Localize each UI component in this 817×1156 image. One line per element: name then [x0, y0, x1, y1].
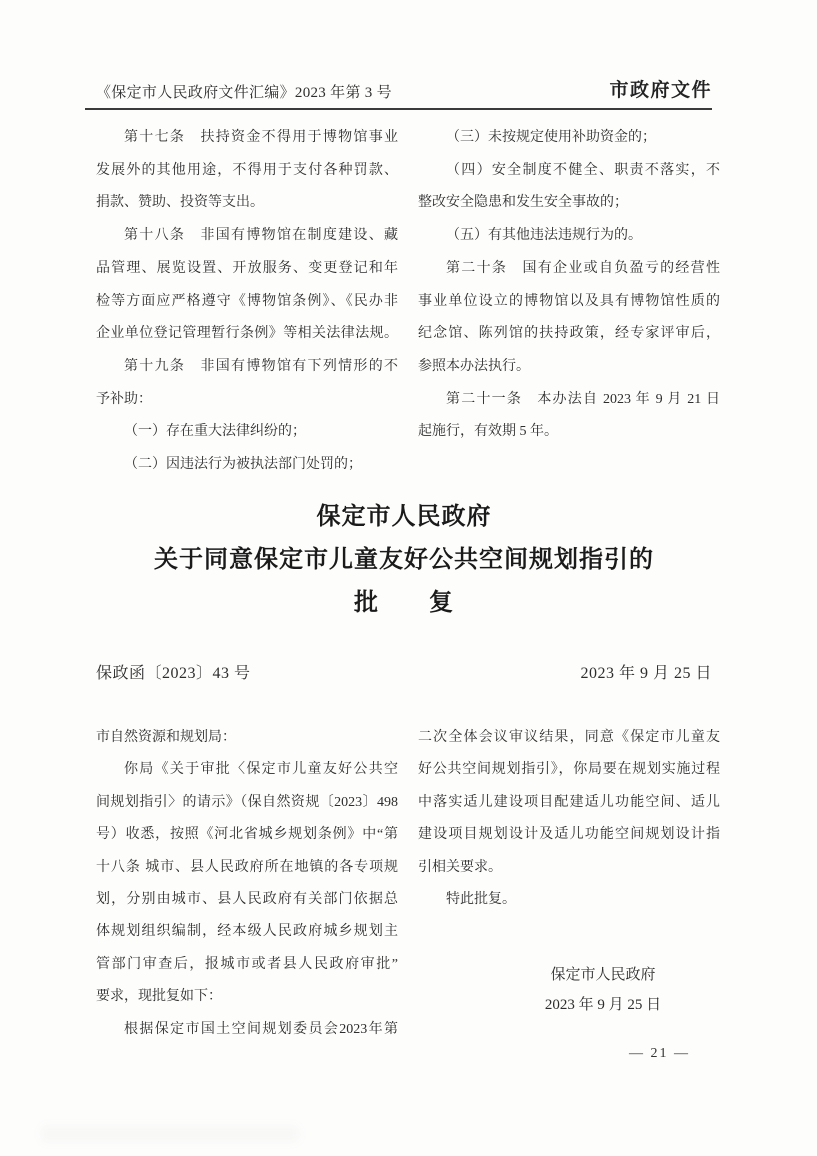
text-line: 第十八条 非国有博物馆在制度建设、藏 [124, 228, 398, 244]
articles-top-left-column [96, 122, 398, 482]
text-line: 管部门审查后，报城市或者县人民政府审批” [96, 956, 398, 972]
text-line: 品管理、展览设置、开放服务、变更登记和年 [96, 260, 398, 276]
title-issuer-line: 保定市人民政府 [316, 504, 492, 530]
title-doctype-line: 批 复 [354, 590, 454, 616]
signature-date: 2023 年 9 月 25 日 [544, 997, 662, 1013]
text-line: 间规划指引〉的请示》（保自然资规〔2023〕498 [96, 794, 398, 810]
compilation-title: 《保定市人民政府文件汇编》2023 年第 3 号 [96, 85, 392, 101]
text-line: 参照本办法执行。 [418, 358, 530, 374]
text-line: 第二十一条 本办法自 2023 年 9 月 21 日 [446, 391, 720, 407]
text-line: 第二十条 国有企业或自负盈亏的经营性 [446, 260, 720, 276]
text-line: 事业单位设立的博物馆以及具有博物馆性质的 [418, 293, 720, 309]
title-subject-line: 关于同意保定市儿童友好公共空间规划指引的 [154, 547, 654, 573]
text-line: 建设项目规划设计及适儿功能空间规划设计指 [418, 827, 720, 843]
page-number: — 21 — [629, 1046, 690, 1061]
body-right-column [418, 722, 720, 916]
doc-number: 保政函〔2023〕43 号 [96, 665, 251, 682]
text-line: 第十九条 非国有博物馆有下列情形的不 [124, 358, 398, 374]
text-line: 发展外的其他用途，不得用于支付各种罚款、 [96, 162, 398, 178]
text-line: 二次全体会议审议结果，同意《保定市儿童友 [418, 730, 720, 745]
text-line: 体规划组织编制，经本级人民政府城乡规划主 [96, 924, 398, 940]
scan-smudge [40, 1125, 300, 1143]
text-line: 十八条 城市、县人民政府所在地镇的各专项规 [96, 859, 398, 875]
text-line: 划，分别由城市、县人民政府有关部门依据总 [96, 892, 398, 908]
body-left-column [96, 722, 398, 1046]
text-line: 引相关要求。 [418, 859, 502, 875]
text-line: 检等方面应严格遵守《博物馆条例》、《民办非 [96, 293, 398, 309]
text-line: 特此批复。 [446, 892, 516, 908]
text-line: 起施行，有效期 5 年。 [418, 424, 558, 440]
text-line: （五）有其他违法违规行为的。 [446, 228, 642, 244]
text-line: （二）因违法行为被执法部门处罚的； [124, 457, 362, 473]
text-line: 整改安全隐患和发生安全事故的； [418, 195, 628, 211]
doc-meta-row [96, 660, 712, 683]
text-line: 好公共空间规划指引》，你局要在规划实施过程 [418, 762, 720, 778]
signature-block [495, 960, 711, 1020]
text-line: 纪念馆、陈列馆的扶持政策，经专家评审后， [418, 326, 720, 342]
text-line: 中落实适儿建设项目配建适儿功能空间、适儿 [418, 794, 720, 810]
text-line: （一）存在重大法律纠纷的； [124, 424, 306, 440]
text-line: 企业单位登记管理暂行条例》等相关法律法规。 [96, 326, 398, 342]
text-line: 号）收悉，按照《河北省城乡规划条例》中“第 [96, 827, 398, 843]
page-header [85, 70, 712, 110]
text-line: 根据保定市国土空间规划委员会2023年第 [124, 1021, 398, 1037]
text-line: 你局《关于审批〈保定市儿童友好公共空 [124, 762, 398, 778]
text-line: （三）未按规定使用补助资金的； [446, 130, 656, 145]
text-line: 要求，现批复如下： [96, 989, 222, 1005]
doc-date: 2023 年 9 月 25 日 [580, 665, 712, 682]
text-line: 予补助： [96, 391, 152, 407]
text-line: 捐款、赞助、投资等支出。 [96, 195, 264, 211]
text-line: 第十七条 扶持资金不得用于博物馆事业 [124, 130, 398, 145]
document-title [96, 496, 712, 625]
articles-top-right-column [418, 122, 720, 449]
text-line: 市自然资源和规划局： [96, 730, 236, 745]
signature-issuer: 保定市人民政府 [550, 967, 656, 983]
doc-category-label: 市政府文件 [609, 80, 712, 101]
text-line: （四）安全制度不健全、职责不落实，不 [446, 162, 720, 178]
